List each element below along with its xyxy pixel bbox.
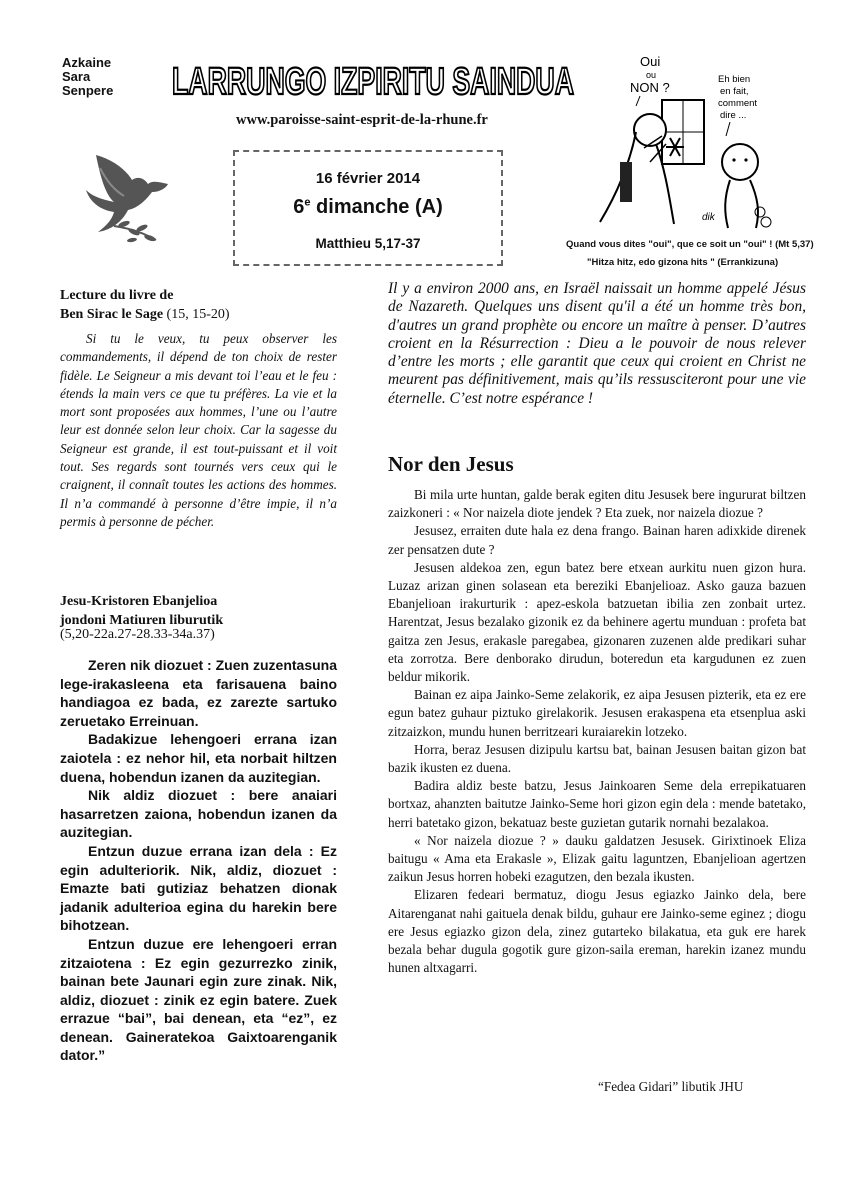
gospel-reference: Matthieu 5,17-37 (315, 236, 421, 251)
gospel-text (60, 656, 337, 1065)
village-name: Azkaine (62, 55, 112, 70)
paragraph: Badakizue lehengoeri errana izan zaiotela : ez nehor hil, eta norbait hiltzen duena, hobendun izanen da auzitegian. (60, 731, 337, 785)
sunday-label: 6e dimanche (A) (293, 196, 443, 218)
paragraph: Badira aldiz beste batzu, Jesus Jainkoaren Seme dela errepikatuaren bortxaz, ahanzten baitutze Jainko-Seme hori gizon egin dela : mende batetako, herri batetako gizon, bekatuaz beste guzietan gutarik nornahi bezalakoa. (388, 778, 806, 830)
cartoon-illustration (570, 52, 805, 232)
paragraph: Entzun duzue errana izan dela : Ez egin adulteriorik. Nik, aldiz, diozuet : Emazte bati gutiziaz behatzen dionak jadanik adulterioa egina du harekin bere bihotzean. (60, 842, 337, 934)
paragraph: Zeren nik diozuet : Zuen zuzentasuna lege-irakasleena eta farisauena baino handiagoa ez bada, ez zarezte sartuko zeruetako Erreinuan. (60, 657, 337, 729)
village-name: Sara (62, 69, 91, 84)
paragraph: Bainan ez aipa Jainko-Seme zelakorik, ez aipa Jesusen pizterik, eta ez ere egun batez guhaur piztuko girelakorik. Jesusen erakaspena eta etsenplua aski zitzaizkon, mundu hunen berritzeari kuraiarekin lotzeko. (388, 687, 806, 739)
svg-text:en fait,: en fait, (720, 86, 749, 97)
svg-text:ou: ou (646, 70, 657, 80)
svg-text:NON ?: NON ? (630, 80, 670, 95)
website-link[interactable]: www.paroisse-saint-esprit-de-la-rhune.fr (236, 112, 488, 128)
paragraph: Entzun duzue ere lehengoeri erran zitzaiotena : Ez egin gezurrezko zinik, bainan bete Jaunari egin zure zinak. Nik, aldiz, diozuet : zinik ez egin batere. Zuek errazue “bai”, bai denean, eta “ez”, ez denean. Gaineratekoa Gaixtoarenganik dator.” (60, 935, 337, 1064)
paragraph: Nik aldiz diozuet : bere anaiari hasarretzen zaiona, hobendun izanen da auzitegian. (60, 787, 337, 841)
masthead-text: LARRUNGO IZPIRITU SAINDUA (172, 61, 574, 103)
paragraph: Jesusez, erraiten dute hala ez dena frango. Bainan haren adixkide direnek zer pensatzen dute ? (388, 523, 806, 557)
paragraph: « Nor naizela diozue ? » dauku galdatzen Jesusek. Girixtinoek Eliza baitugu « Ama eta Erakasle », Elizak gaitu laguntzen, Ebanjelioan agertzen zaikun Jesus horren hobeki ezagutzen, den bezala ikusten. (388, 832, 806, 885)
article-signature: “Fedea Gidari” libutik JHU (598, 1079, 744, 1094)
paragraph: Jesusen aldekoa zen, egun batez bere etxean aurkitu nuen gizon hura. Luzaz arizan ginen solasean eta bereziki Ebanjelioaz. Asko gauza bazuen Ebanjelioan irakurturik : apez-eskola batzuetan ibilia zen zonbait urtez. Harentzat, Jesus bezalako gizonik ez da behinere agertu munduan : profeta bat gaitza zen Jesus, erakasle paregabea, gizonaren zuzenen alde predikari suhar eta zorrotza. Bere denborako dirudun, boteredun eta kargudunen ez zuen beldur mikorik. (388, 559, 806, 685)
cartoon-caption-basque: "Hitza hitz, edo gizona hits " (Errankizuna) (587, 257, 779, 268)
lecture-title: Lecture du livre de Ben Sirac le Sage (15, 15-20) (60, 288, 230, 322)
masthead-logo (168, 54, 578, 106)
paragraph: Bi mila urte huntan, galde berak egiten ditu Jesusek bere ingururat biltzen zaizkoneri : « Nor naizela diote jendek ? Eta zuek, nor naizela diozue ? (388, 487, 806, 521)
svg-text:comment: comment (718, 98, 758, 109)
lecture-text: Si tu le veux, tu peux observer les commandements, il dépend de ton choix de rester fidèle. Le Seigneur a mis devant toi l’eau et le feu : étends la main vers ce que tu préfères. La vie et la mort sont proposées aux hommes, l’une ou l’autre leur est donnée selon leur choix. Car la sagesse du Seigneur est grande, il est tout-puissant et il voit tout. Ses regards sont tournés vers ceux qui le craignent, il connaît toutes les actions des hommes. Il n’a commandé à personne d’être impie, il n’a permis à personne de pécher. (60, 331, 337, 529)
svg-text:dik: dik (702, 212, 715, 223)
date-box (233, 150, 503, 266)
village-name: Senpere (62, 83, 114, 98)
article-body (388, 486, 806, 977)
village-list (62, 56, 113, 98)
intro-text: Il y a environ 2000 ans, en Israël naissait un homme appelé Jésus de Nazareth. Quelques uns disent qu'il a été un homme très bon, d'autres un grand prophète ou encore un maître à penser. D’autres croient en la Résurrection : Dieu a le pouvoir de nous relever d’entre les morts ; elle garantit que ceux qui croient en Christ ne meurent pas définitivement, mais qu’ils ressusciteront pour une vie éternelle. C’est notre espérance ! (388, 280, 806, 407)
svg-text:dire ...: dire ... (720, 110, 747, 121)
paragraph: Elizaren fedeari bermatuz, diogu Jesus egiazko Jainko dela, bere Aitarenganat nahi gaituela denak bildu, guhaur ere Jainko-seme eginez ; diogu ere Jesus egiazko gizon dela, zinez gutarteko bilakatua, eta guk ere harek bezala behar dugula gogotik gure gizon-saila ereman, harekin izanez mundu hunen altxagarri. (388, 887, 806, 976)
svg-text:Eh bien: Eh bien (718, 74, 751, 85)
paragraph: Horra, beraz Jesusen dizipulu kartsu bat, bainan Jesusen baitan gizon bat bazik ikusten ez duena. (388, 741, 806, 776)
date-label: 16 février 2014 (315, 170, 421, 187)
cartoon-caption: Quand vous dites "oui", que ce soit un "oui" ! (Mt 5,37) (566, 239, 814, 250)
svg-text:Oui: Oui (640, 54, 661, 69)
gospel-verse-reference: (5,20-22a.27-28.33-34a.37) (60, 627, 215, 642)
gospel-title: Jesu-Kristoren Ebanjelioa jondoni Matiuren liburutik (60, 594, 224, 628)
dove-icon (56, 140, 176, 250)
article-title: Nor den Jesus (388, 452, 514, 476)
